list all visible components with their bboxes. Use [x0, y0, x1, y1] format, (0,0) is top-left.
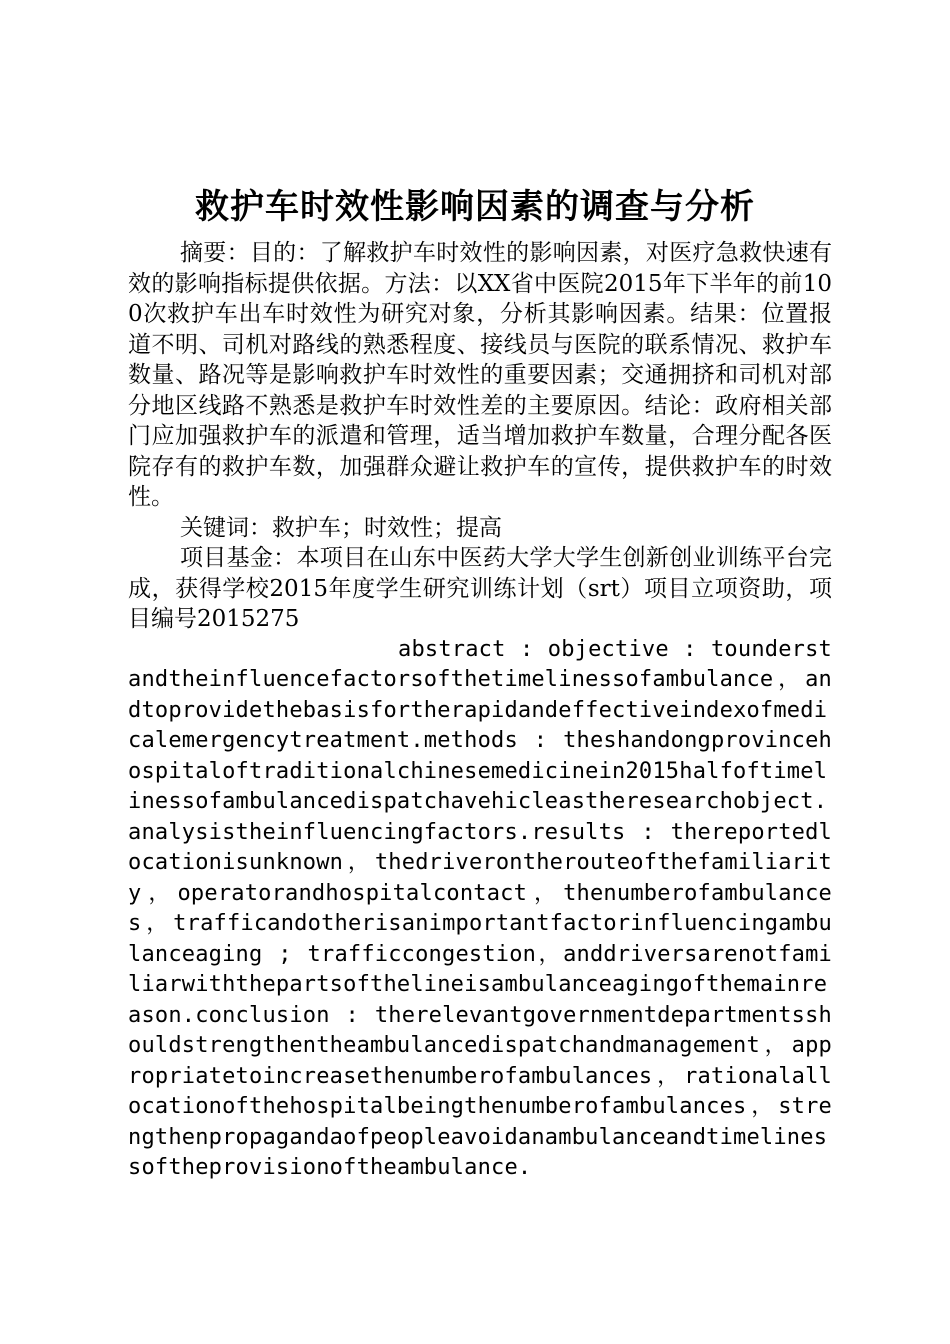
keywords: 关键词：救护车；时效性；提高 — [180, 514, 502, 541]
funding-note: 项目基金：本项目在山东中医药大学大学生创新创业训练平台完成，获得学校2015年度学生研究训练计划（srt）项目立项资助，项目编号2015275 — [128, 545, 832, 632]
document-body — [128, 238, 832, 1184]
abstract-english — [128, 635, 832, 1184]
abstract-chinese: 摘要：目的：了解救护车时效性的影响因素，对医疗急救快速有效的影响指标提供依据。方法：以XX省中医院2015年下半年的前100次救护车出车时效性为研究对象，分析其影响因素。结果：位置报道不明、司机对路线的熟悉程度、接线员与医院的联系情况、救护车数量、路况等是影响救护车时效性的重要因素；交通拥挤和司机对部分地区线路不熟悉是救护车时效性差的主要原因。结论：政府相关部门应加强救护车的派遣和管理，适当增加救护车数量，合理分配各医院存有的救护车数，加强群众避让救护车的宣传，提供救护车的时效性。 — [128, 240, 832, 510]
document-title: 救护车时效性影响因素的调查与分析 — [195, 187, 755, 227]
abstract-english-text: abstract : objective : tounderstandtheinfluencefactorsofthetimelinessofambulance，andtoprovidethebasisfortherapidandeffectiveindexofmedicalemergencytreatment.methods : theshandongprovincehospitaloftraditionalchinesemedicinein2015halfoftimelinessofambulancedispatchavehicleastheresearchobject.analysistheinfluencingfactors.results : thereportedlocationisunknown，thedriverontherouteofthefamiliarity，operatorandhospitalcontact，thenumberofambulances，trafficandotherisanimportantfactorinfluencingambulanceaging ; trafficcongestion，anddriversarenotfamiliarwiththepartsofthelineisambulanceagingofthemainreason.conclusion : therelevantgovernmentdepartmentsshouldstrengthentheambulancedispatchandmanagement，appropriatetoincreasethenumberofambulances，rationalallocationofthehospitalbeingthenumberofambulances，strengthenpropagandaofpeopleavoidanambulanceandtimelinessoftheprovisionoftheambulance. — [128, 636, 832, 1180]
